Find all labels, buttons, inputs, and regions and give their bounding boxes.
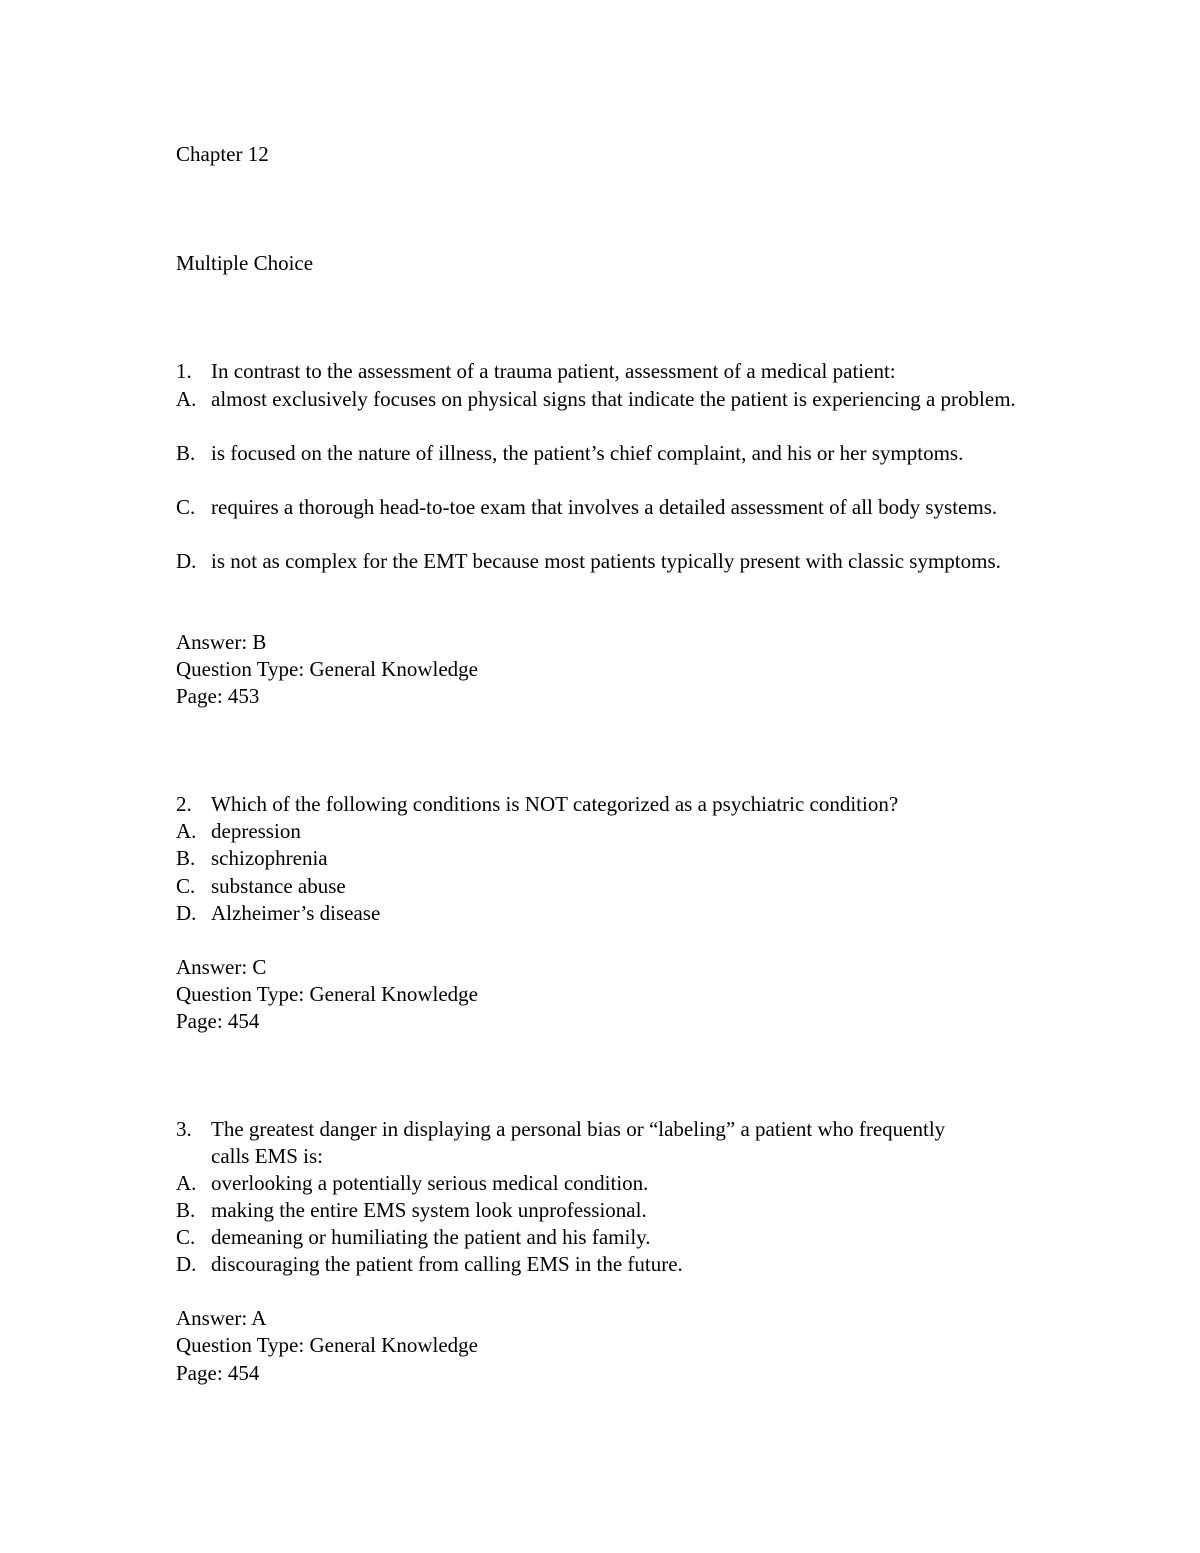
question-3-stem <box>176 1116 1046 1170</box>
question-3-option-c <box>176 1224 1046 1251</box>
question-2-option-d <box>176 900 1046 927</box>
question-1-type: Question Type: General Knowledge <box>176 657 478 681</box>
option-text: requires a thorough head-to-toe exam that involves a detailed assessment of all body systems. <box>211 495 998 519</box>
option-text: schizophrenia <box>211 846 328 870</box>
section-title: Multiple Choice <box>176 251 314 275</box>
option-letter: B. <box>176 441 196 465</box>
option-letter: D. <box>176 1252 197 1276</box>
question-text: Which of the following conditions is NOT categorized as a psychiatric condition? <box>211 792 899 816</box>
question-2-page: Page: 454 <box>176 1009 260 1033</box>
option-text: making the entire EMS system look unprofessional. <box>211 1198 647 1222</box>
option-text: demeaning or humiliating the patient and his family. <box>211 1225 651 1249</box>
question-3-option-b <box>176 1197 1046 1224</box>
question-3-type: Question Type: General Knowledge <box>176 1333 478 1357</box>
question-3-answer: Answer: A <box>176 1306 267 1330</box>
question-1-option-a <box>176 386 1046 413</box>
question-3-page: Page: 454 <box>176 1361 260 1385</box>
question-number: 2. <box>176 792 192 816</box>
option-letter: C. <box>176 495 196 519</box>
option-text: Alzheimer’s disease <box>211 901 381 925</box>
question-3-option-d <box>176 1251 1046 1278</box>
question-1-option-d <box>176 548 1046 575</box>
option-letter: D. <box>176 549 197 573</box>
option-letter: B. <box>176 1198 196 1222</box>
question-number: 3. <box>176 1117 192 1141</box>
question-1-stem <box>176 358 1046 385</box>
option-text: almost exclusively focuses on physical signs that indicate the patient is experiencing a problem. <box>211 387 1016 411</box>
option-text: is focused on the nature of illness, the patient’s chief complaint, and his or her symptoms. <box>211 441 964 465</box>
question-1-answer: Answer: B <box>176 630 267 654</box>
question-1-option-b <box>176 440 1046 467</box>
option-text: substance abuse <box>211 874 346 898</box>
option-letter: C. <box>176 874 196 898</box>
chapter-title: Chapter 12 <box>176 142 269 166</box>
option-letter: C. <box>176 1225 196 1249</box>
option-text: discouraging the patient from calling EMS in the future. <box>211 1252 683 1276</box>
question-2-option-a <box>176 818 1046 845</box>
question-2-type: Question Type: General Knowledge <box>176 982 478 1006</box>
question-2-option-c <box>176 873 1046 900</box>
option-letter: A. <box>176 387 197 411</box>
question-2-answer: Answer: C <box>176 955 267 979</box>
question-text: In contrast to the assessment of a trauma patient, assessment of a medical patient: <box>211 359 896 383</box>
question-2-stem <box>176 791 1046 818</box>
question-number: 1. <box>176 359 192 383</box>
option-text: depression <box>211 819 301 843</box>
question-1-page: Page: 453 <box>176 684 260 708</box>
option-text: overlooking a potentially serious medical condition. <box>211 1171 649 1195</box>
question-2-option-b <box>176 845 1046 872</box>
question-3-option-a <box>176 1170 1046 1197</box>
option-letter: A. <box>176 1171 197 1195</box>
question-text: The greatest danger in displaying a personal bias or “labeling” a patient who frequently calls EMS is: <box>211 1117 946 1168</box>
question-1-option-c <box>176 494 1046 521</box>
option-text: is not as complex for the EMT because most patients typically present with classic symptoms. <box>211 549 1001 573</box>
option-letter: B. <box>176 846 196 870</box>
option-letter: A. <box>176 819 197 843</box>
option-letter: D. <box>176 901 197 925</box>
